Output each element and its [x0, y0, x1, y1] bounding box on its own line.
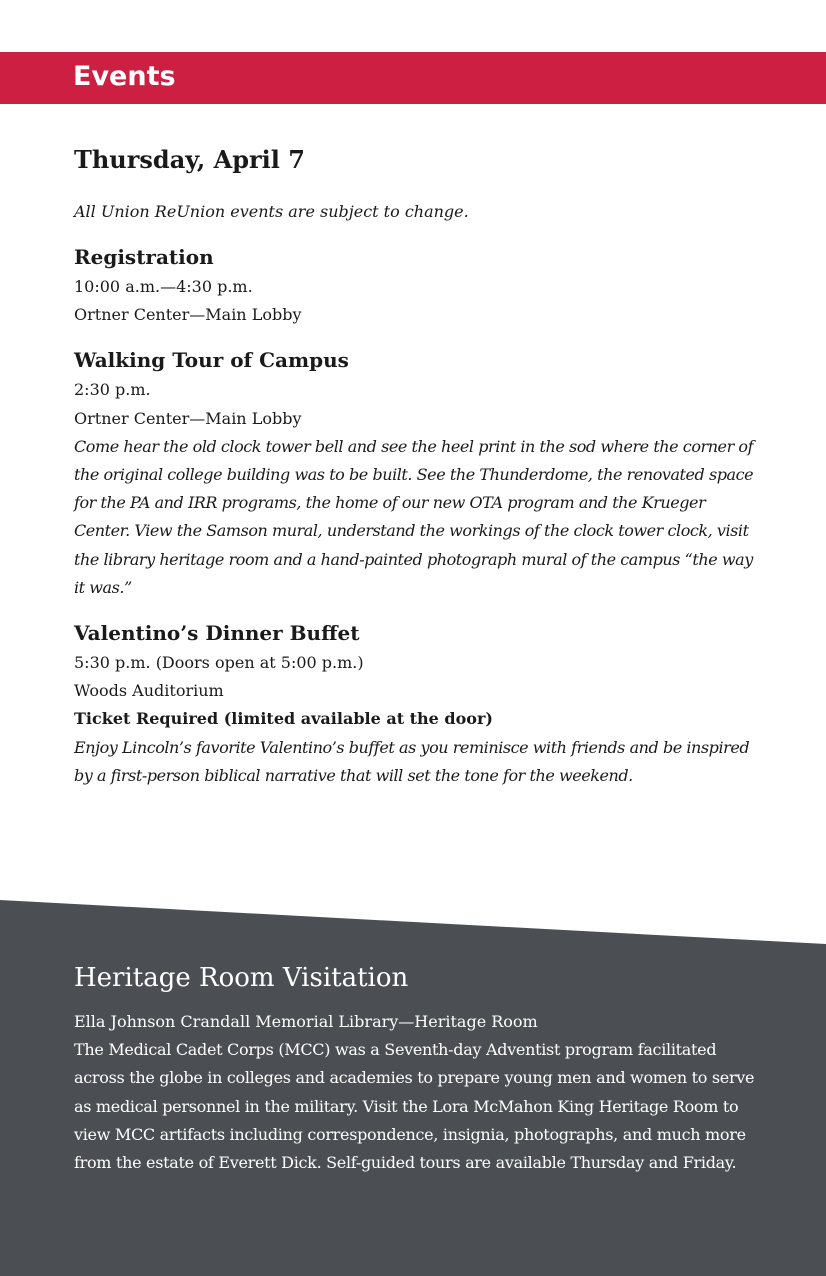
change-notice: All Union ReUnion events are subject to change. — [74, 202, 469, 221]
event-time: 2:30 p.m. — [74, 380, 151, 400]
heritage-title: Heritage Room Visitation — [74, 963, 409, 993]
event-location: Woods Auditorium — [74, 681, 224, 701]
event-title: Walking Tour of Campus — [74, 348, 349, 373]
event-description: Enjoy Lincoln’s favorite Valentino’s buffet as you reminisce with friends and be inspired by a first-person biblical narrative that will set the tone for the weekend. — [74, 737, 750, 785]
event-title: Registration — [74, 245, 214, 269]
event-location: Ortner Center—Main Lobby — [74, 305, 302, 325]
event-time: 10:00 a.m.—4:30 p.m. — [74, 277, 253, 296]
event-time: 5:30 p.m. (Doors open at 5:00 p.m.) — [74, 653, 364, 673]
event-location: Ortner Center—Main Lobby — [74, 408, 302, 428]
day-heading: Thursday, April 7 — [74, 145, 305, 174]
event-title: Valentino’s Dinner Buffet — [74, 621, 360, 646]
thursday-schedule — [74, 140, 764, 806]
event-dinner-buffet — [74, 618, 764, 790]
heritage-location: Ella Johnson Crandall Memorial Library—Heritage Room — [74, 1012, 538, 1031]
event-description: Come hear the old clock tower bell and see the heel print in the sod where the corner of the original college building was to be built. See the Thunderdome, the renovated space for the PA and IRR programs, the home of our new OTA program and the Krueger Center. View the Samson mural, understand the workings of the clock tower clock, visit the library heritage room and a hand-painted photograph mural of the campus “the way it was.” — [74, 436, 754, 597]
events-title: Events — [73, 61, 176, 92]
heritage-content — [74, 956, 764, 1177]
events-header-bar — [0, 52, 826, 104]
heritage-section — [0, 898, 826, 1276]
event-registration — [74, 242, 764, 329]
event-walking-tour — [74, 345, 764, 602]
ticket-note: Ticket Required (limited available at the door) — [74, 709, 493, 729]
heritage-description: The Medical Cadet Corps (MCC) was a Seventh-day Adventist program facilitated across the globe in colleges and academies to prepare young men and women to serve as medical personnel in the military. Visit the Lora McMahon King Heritage Room to view MCC artifacts including correspondence, insignia, photographs, and much more from the estate of Everett Dick. Self-guided tours are available Thursday and Friday. — [74, 1040, 755, 1173]
